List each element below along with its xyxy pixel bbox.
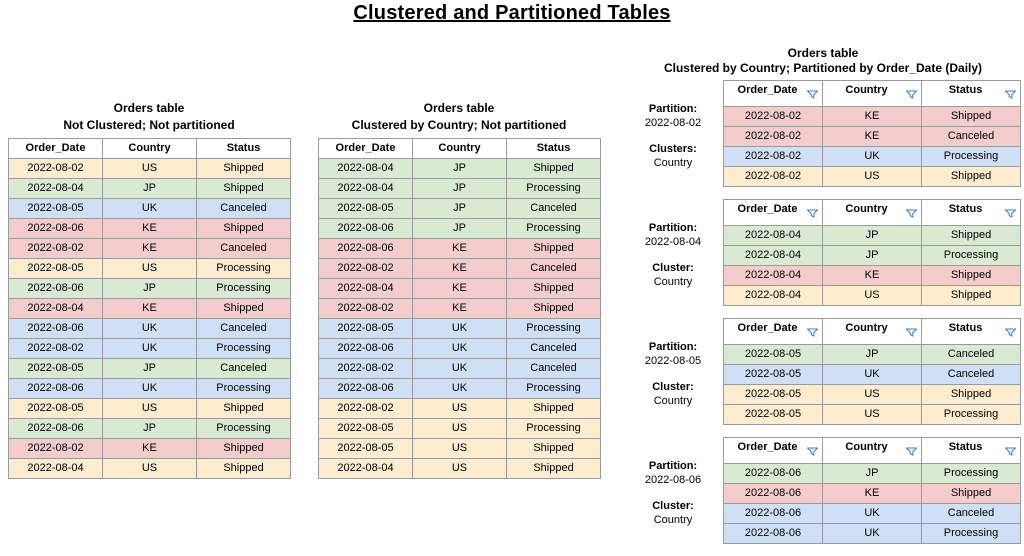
- table-row: [319, 159, 601, 179]
- cluster-label-text: Cluster:: [652, 262, 694, 274]
- cell-status: Shipped: [507, 239, 601, 259]
- table-row: [9, 399, 291, 419]
- cell-date: 2022-08-05: [319, 199, 413, 219]
- cell-country: US: [823, 405, 922, 425]
- cell-country: UK: [823, 147, 922, 167]
- table-row: [319, 379, 601, 399]
- partition-label: [625, 221, 721, 249]
- cell-date: 2022-08-06: [724, 524, 823, 544]
- cell-country: US: [413, 399, 507, 419]
- table-row: [9, 439, 291, 459]
- cell-status: Shipped: [197, 159, 291, 179]
- cell-date: 2022-08-06: [9, 219, 103, 239]
- cell-date: 2022-08-06: [724, 484, 823, 504]
- table-row: [724, 167, 1021, 187]
- cell-status: Shipped: [922, 107, 1021, 127]
- cell-country: UK: [413, 319, 507, 339]
- cell-country: KE: [823, 127, 922, 147]
- table-row: [724, 464, 1021, 484]
- cell-country: KE: [413, 259, 507, 279]
- cell-date: 2022-08-04: [319, 179, 413, 199]
- cell-date: 2022-08-05: [724, 365, 823, 385]
- cell-country: US: [823, 167, 922, 187]
- column-header-country: Country: [103, 139, 197, 159]
- cell-country: JP: [413, 159, 507, 179]
- cell-date: 2022-08-02: [9, 339, 103, 359]
- cell-status: Shipped: [507, 279, 601, 299]
- cell-date: 2022-08-04: [9, 299, 103, 319]
- partition-label-text: Partition:: [648, 341, 698, 353]
- column-header-order-date[interactable]: Order_Date: [724, 200, 823, 226]
- cell-status: Processing: [507, 219, 601, 239]
- filter-icon[interactable]: [906, 325, 917, 344]
- cluster-label: [625, 142, 721, 170]
- table-header-row: [724, 200, 1021, 226]
- column-header-country[interactable]: Country: [823, 200, 922, 226]
- cell-date: 2022-08-04: [319, 459, 413, 479]
- column-header-country[interactable]: Country: [823, 81, 922, 107]
- cell-status: Processing: [197, 259, 291, 279]
- cell-status: Processing: [197, 339, 291, 359]
- table-row: [724, 504, 1021, 524]
- cell-status: Shipped: [507, 459, 601, 479]
- table-row: [724, 127, 1021, 147]
- column-header-country[interactable]: Country: [823, 319, 922, 345]
- table-row: [319, 299, 601, 319]
- filter-icon[interactable]: [906, 206, 917, 225]
- right-caption-line2: Clustered by Country; Partitioned by Order_Date (Daily): [663, 61, 983, 75]
- table-row: [319, 359, 601, 379]
- table-row: [319, 319, 601, 339]
- column-header-status[interactable]: Status: [922, 319, 1021, 345]
- cell-country: JP: [823, 226, 922, 246]
- cell-status: Processing: [922, 405, 1021, 425]
- cell-status: Shipped: [507, 299, 601, 319]
- table-row: [724, 405, 1021, 425]
- table-row: [724, 226, 1021, 246]
- cell-date: 2022-08-05: [319, 419, 413, 439]
- table-row: [9, 219, 291, 239]
- cell-date: 2022-08-06: [319, 339, 413, 359]
- cell-country: JP: [413, 219, 507, 239]
- table-row: [9, 179, 291, 199]
- cell-date: 2022-08-02: [9, 439, 103, 459]
- cell-date: 2022-08-05: [724, 385, 823, 405]
- partition-label: [625, 102, 721, 130]
- cell-status: Canceled: [922, 365, 1021, 385]
- partition-label: [625, 340, 721, 368]
- cell-date: 2022-08-02: [724, 127, 823, 147]
- cell-status: Shipped: [197, 299, 291, 319]
- cell-date: 2022-08-02: [319, 259, 413, 279]
- column-header-status: Status: [197, 139, 291, 159]
- cell-status: Shipped: [922, 226, 1021, 246]
- cluster-value: Country: [653, 157, 693, 169]
- cell-date: 2022-08-05: [9, 359, 103, 379]
- filter-icon[interactable]: [807, 87, 818, 106]
- cell-status: Shipped: [197, 439, 291, 459]
- cell-status: Canceled: [922, 345, 1021, 365]
- column-header-status[interactable]: Status: [922, 200, 1021, 226]
- cell-country: US: [823, 385, 922, 405]
- cell-country: UK: [413, 339, 507, 359]
- middle-caption-line2: Clustered by Country; Not partitioned: [351, 118, 567, 132]
- table-row: [724, 385, 1021, 405]
- cell-status: Canceled: [922, 127, 1021, 147]
- cell-country: UK: [103, 339, 197, 359]
- cell-status: Shipped: [922, 385, 1021, 405]
- table-row: [319, 199, 601, 219]
- cell-date: 2022-08-04: [9, 179, 103, 199]
- cell-country: KE: [823, 107, 922, 127]
- table-row: [724, 484, 1021, 504]
- cell-country: KE: [413, 239, 507, 259]
- table-row: [9, 199, 291, 219]
- cell-date: 2022-08-02: [724, 147, 823, 167]
- table-row: [9, 339, 291, 359]
- cell-date: 2022-08-02: [319, 359, 413, 379]
- cell-date: 2022-08-02: [9, 159, 103, 179]
- column-header-order-date[interactable]: Order_Date: [724, 438, 823, 464]
- cell-country: KE: [103, 219, 197, 239]
- left-caption-line1: Orders table: [113, 101, 185, 115]
- partition-block: [625, 199, 1021, 306]
- cell-status: Canceled: [197, 359, 291, 379]
- table-row: [319, 419, 601, 439]
- cell-status: Shipped: [507, 159, 601, 179]
- table-row: [9, 419, 291, 439]
- table-row: [724, 345, 1021, 365]
- filter-icon: [906, 328, 917, 337]
- cell-country: UK: [103, 319, 197, 339]
- column-header-status[interactable]: Status: [922, 438, 1021, 464]
- cell-date: 2022-08-06: [9, 379, 103, 399]
- cell-country: JP: [103, 179, 197, 199]
- partition-label-text: Partition:: [648, 460, 698, 472]
- filter-icon: [906, 447, 917, 456]
- table-row: [724, 147, 1021, 167]
- cell-country: KE: [823, 484, 922, 504]
- cell-date: 2022-08-04: [319, 159, 413, 179]
- partition-block: [625, 437, 1021, 544]
- filter-icon[interactable]: [807, 325, 818, 344]
- filter-icon[interactable]: [1005, 206, 1016, 225]
- cell-country: UK: [103, 199, 197, 219]
- cell-status: Canceled: [197, 319, 291, 339]
- cell-date: 2022-08-05: [724, 345, 823, 365]
- cell-date: 2022-08-06: [724, 464, 823, 484]
- cell-status: Shipped: [922, 286, 1021, 306]
- cell-status: Canceled: [197, 199, 291, 219]
- cell-status: Canceled: [507, 339, 601, 359]
- cell-country: UK: [413, 359, 507, 379]
- cell-date: 2022-08-02: [319, 399, 413, 419]
- cell-status: Canceled: [507, 199, 601, 219]
- filter-icon[interactable]: [807, 206, 818, 225]
- cell-status: Processing: [197, 419, 291, 439]
- partition-label: [625, 459, 721, 487]
- cell-date: 2022-08-06: [9, 279, 103, 299]
- table-row: [9, 379, 291, 399]
- cluster-label: [625, 380, 721, 408]
- cell-country: KE: [823, 266, 922, 286]
- cell-date: 2022-08-04: [724, 246, 823, 266]
- partition-table: [723, 318, 1021, 425]
- filter-icon[interactable]: [906, 87, 917, 106]
- cell-date: 2022-08-04: [9, 459, 103, 479]
- table-row: [9, 239, 291, 259]
- cell-date: 2022-08-06: [319, 379, 413, 399]
- cell-country: UK: [823, 504, 922, 524]
- table-row: [319, 219, 601, 239]
- filter-icon[interactable]: [1005, 444, 1016, 463]
- cell-status: Shipped: [197, 459, 291, 479]
- partition-label-text: Partition:: [648, 222, 698, 234]
- cell-status: Shipped: [922, 484, 1021, 504]
- partition-value: 2022-08-04: [644, 236, 702, 248]
- column-header-status: Status: [507, 139, 601, 159]
- table-row: [319, 239, 601, 259]
- table-header-row: [319, 139, 601, 159]
- cluster-value: Country: [653, 276, 693, 288]
- filter-icon: [1005, 328, 1016, 337]
- cell-status: Shipped: [922, 167, 1021, 187]
- partition-table: [723, 199, 1021, 306]
- column-header-order-date[interactable]: Order_Date: [724, 81, 823, 107]
- cell-country: US: [413, 419, 507, 439]
- partition-value: 2022-08-06: [644, 474, 702, 486]
- cell-date: 2022-08-02: [724, 107, 823, 127]
- cell-status: Shipped: [197, 219, 291, 239]
- filter-icon: [1005, 90, 1016, 99]
- cell-date: 2022-08-05: [319, 319, 413, 339]
- cell-country: US: [413, 439, 507, 459]
- cell-date: 2022-08-05: [724, 405, 823, 425]
- table-row: [9, 259, 291, 279]
- cluster-value: Country: [653, 514, 693, 526]
- partition-table: [723, 80, 1021, 187]
- cell-country: JP: [413, 199, 507, 219]
- orders-table-clustered: [318, 138, 601, 479]
- column-header-country: Country: [413, 139, 507, 159]
- partition-table: [723, 437, 1021, 544]
- cell-date: 2022-08-04: [724, 266, 823, 286]
- table-row: [319, 399, 601, 419]
- cell-status: Canceled: [507, 359, 601, 379]
- cell-country: US: [103, 159, 197, 179]
- cell-country: UK: [823, 365, 922, 385]
- column-header-status[interactable]: Status: [922, 81, 1021, 107]
- cell-status: Processing: [922, 147, 1021, 167]
- cell-country: US: [103, 399, 197, 419]
- cell-country: JP: [823, 345, 922, 365]
- cell-date: 2022-08-04: [319, 279, 413, 299]
- cell-country: JP: [823, 246, 922, 266]
- cell-country: US: [103, 259, 197, 279]
- filter-icon: [1005, 447, 1016, 456]
- cell-status: Canceled: [197, 239, 291, 259]
- table-row: [9, 319, 291, 339]
- cell-status: Canceled: [507, 259, 601, 279]
- filter-icon: [807, 209, 818, 218]
- table-row: [319, 459, 601, 479]
- cell-country: KE: [103, 299, 197, 319]
- cell-status: Shipped: [507, 399, 601, 419]
- cell-date: 2022-08-06: [9, 319, 103, 339]
- filter-icon: [906, 209, 917, 218]
- cell-status: Shipped: [507, 439, 601, 459]
- cell-status: Processing: [922, 524, 1021, 544]
- cell-country: US: [103, 459, 197, 479]
- cell-status: Shipped: [197, 399, 291, 419]
- left-caption-line2: Not Clustered; Not partitioned: [63, 118, 235, 132]
- cell-date: 2022-08-06: [319, 239, 413, 259]
- left-panel: [8, 100, 290, 479]
- cluster-label-text: Cluster:: [652, 381, 694, 393]
- table-row: [9, 359, 291, 379]
- table-row: [319, 259, 601, 279]
- filter-icon: [1005, 209, 1016, 218]
- cluster-label-text: Clusters:: [649, 143, 697, 155]
- cell-date: 2022-08-06: [9, 419, 103, 439]
- table-row: [9, 159, 291, 179]
- cell-status: Shipped: [197, 179, 291, 199]
- cell-status: Processing: [197, 279, 291, 299]
- table-header-row: [724, 81, 1021, 107]
- cell-status: Processing: [507, 379, 601, 399]
- table-row: [724, 246, 1021, 266]
- table-header-row: [9, 139, 291, 159]
- table-row: [9, 299, 291, 319]
- table-row: [9, 279, 291, 299]
- cell-status: Canceled: [922, 504, 1021, 524]
- filter-icon: [807, 90, 818, 99]
- table-row: [724, 365, 1021, 385]
- column-header-order-date: Order_Date: [319, 139, 413, 159]
- cell-country: US: [413, 459, 507, 479]
- right-caption-line1: Orders table: [787, 46, 859, 60]
- cell-date: 2022-08-02: [9, 239, 103, 259]
- table-row: [724, 107, 1021, 127]
- filter-icon[interactable]: [807, 444, 818, 463]
- partition-value: 2022-08-05: [644, 355, 702, 367]
- cell-country: UK: [823, 524, 922, 544]
- cell-date: 2022-08-04: [724, 286, 823, 306]
- column-header-country[interactable]: Country: [823, 438, 922, 464]
- cell-country: UK: [413, 379, 507, 399]
- cell-country: KE: [413, 299, 507, 319]
- cell-date: 2022-08-06: [319, 219, 413, 239]
- table-row: [319, 339, 601, 359]
- cluster-label: [625, 261, 721, 289]
- cell-country: JP: [103, 419, 197, 439]
- cell-date: 2022-08-05: [9, 399, 103, 419]
- cell-country: JP: [103, 359, 197, 379]
- filter-icon: [906, 90, 917, 99]
- column-header-order-date: Order_Date: [9, 139, 103, 159]
- middle-caption-line1: Orders table: [423, 101, 495, 115]
- cell-status: Processing: [197, 379, 291, 399]
- partition-value: 2022-08-02: [644, 117, 702, 129]
- cell-date: 2022-08-02: [319, 299, 413, 319]
- cell-status: Processing: [922, 464, 1021, 484]
- table-row: [319, 279, 601, 299]
- table-header-row: [724, 319, 1021, 345]
- cell-country: UK: [103, 379, 197, 399]
- cluster-label: [625, 499, 721, 527]
- orders-table-unclustered: [8, 138, 291, 479]
- filter-icon: [807, 447, 818, 456]
- table-row: [319, 179, 601, 199]
- cell-date: 2022-08-05: [9, 259, 103, 279]
- filter-icon[interactable]: [1005, 87, 1016, 106]
- filter-icon: [807, 328, 818, 337]
- table-header-row: [724, 438, 1021, 464]
- table-row: [724, 286, 1021, 306]
- filter-icon[interactable]: [906, 444, 917, 463]
- cluster-label-text: Cluster:: [652, 500, 694, 512]
- cell-country: JP: [413, 179, 507, 199]
- cluster-value: Country: [653, 395, 693, 407]
- cell-country: JP: [823, 464, 922, 484]
- cell-status: Processing: [922, 246, 1021, 266]
- cell-country: JP: [103, 279, 197, 299]
- table-row: [724, 524, 1021, 544]
- table-row: [9, 459, 291, 479]
- partition-label-text: Partition:: [648, 103, 698, 115]
- cell-date: 2022-08-05: [9, 199, 103, 219]
- page-title: Clustered and Partitioned Tables: [353, 2, 671, 24]
- cell-date: 2022-08-05: [319, 439, 413, 459]
- cell-status: Processing: [507, 319, 601, 339]
- middle-panel: [318, 100, 600, 479]
- partition-block: [625, 318, 1021, 425]
- cell-country: KE: [103, 239, 197, 259]
- cell-status: Processing: [507, 179, 601, 199]
- table-row: [319, 439, 601, 459]
- cell-date: 2022-08-04: [724, 226, 823, 246]
- cell-country: KE: [413, 279, 507, 299]
- cell-date: 2022-08-02: [724, 167, 823, 187]
- cell-status: Shipped: [922, 266, 1021, 286]
- cell-country: US: [823, 286, 922, 306]
- right-panel: [625, 46, 1021, 556]
- filter-icon[interactable]: [1005, 325, 1016, 344]
- cell-country: KE: [103, 439, 197, 459]
- column-header-order-date[interactable]: Order_Date: [724, 319, 823, 345]
- cell-date: 2022-08-06: [724, 504, 823, 524]
- partition-block: [625, 80, 1021, 187]
- table-row: [724, 266, 1021, 286]
- cell-status: Processing: [507, 419, 601, 439]
